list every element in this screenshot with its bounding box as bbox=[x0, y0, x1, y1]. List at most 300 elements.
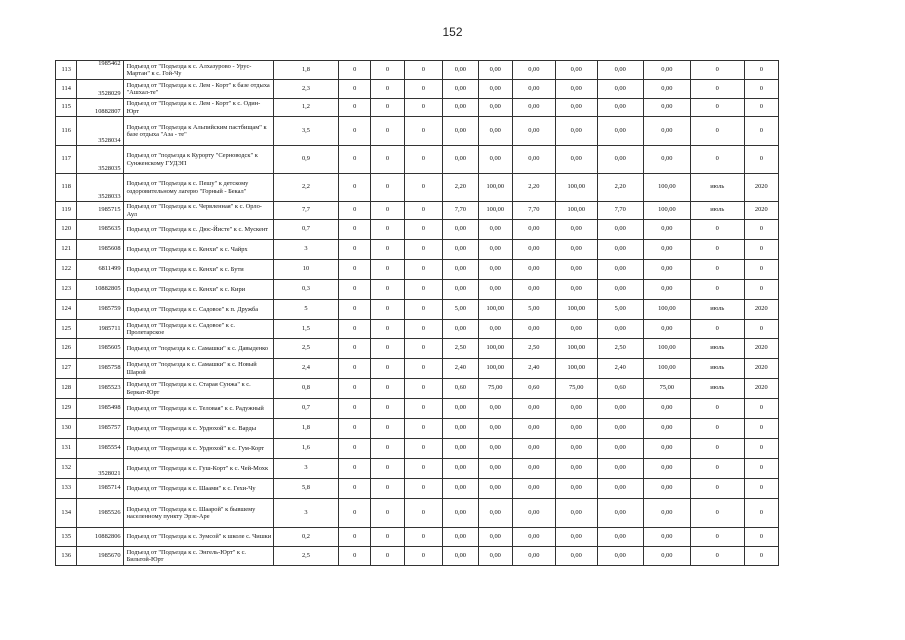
col-5: 0,00 bbox=[478, 240, 512, 260]
row-number: 113 bbox=[56, 61, 77, 80]
col-6: 0,00 bbox=[512, 146, 555, 174]
col-11: 0 bbox=[744, 459, 778, 479]
col-2: 0 bbox=[371, 80, 404, 99]
road-code: 3528035 bbox=[77, 146, 123, 174]
col-11: 0 bbox=[744, 399, 778, 419]
col-3: 0 bbox=[404, 459, 443, 479]
col-6: 0,00 bbox=[512, 240, 555, 260]
col-11: 0 bbox=[744, 320, 778, 339]
road-code: 1985526 bbox=[77, 499, 123, 528]
col-7: 0,00 bbox=[555, 61, 597, 80]
road-length: 3,5 bbox=[273, 117, 338, 146]
col-10: 0 bbox=[690, 240, 744, 260]
col-10: июль bbox=[690, 339, 744, 359]
col-2: 0 bbox=[371, 359, 404, 379]
table-row bbox=[56, 80, 779, 99]
col-3: 0 bbox=[404, 260, 443, 280]
col-3: 0 bbox=[404, 399, 443, 419]
col-11: 2020 bbox=[744, 202, 778, 220]
road-code: 1985715 bbox=[77, 202, 123, 220]
col-8: 0,00 bbox=[597, 459, 643, 479]
col-4: 0,00 bbox=[443, 280, 478, 300]
col-8: 2,40 bbox=[597, 359, 643, 379]
col-4: 0,00 bbox=[443, 80, 478, 99]
col-2: 0 bbox=[371, 399, 404, 419]
col-3: 0 bbox=[404, 300, 443, 320]
col-10: 0 bbox=[690, 399, 744, 419]
road-length: 2,4 bbox=[273, 359, 338, 379]
col-6: 0,00 bbox=[512, 280, 555, 300]
table-row bbox=[56, 528, 779, 547]
row-number: 129 bbox=[56, 399, 77, 419]
road-name: Подъезд от "Подъезда к с. Шаами" к с. Гехи-Чу bbox=[123, 479, 273, 499]
table-row bbox=[56, 439, 779, 459]
row-number: 128 bbox=[56, 379, 77, 399]
col-3: 0 bbox=[404, 320, 443, 339]
col-4: 0,60 bbox=[443, 379, 478, 399]
road-code: 3528021 bbox=[77, 459, 123, 479]
table-row bbox=[56, 479, 779, 499]
table-row bbox=[56, 320, 779, 339]
road-code: 1985605 bbox=[77, 339, 123, 359]
col-4: 0,00 bbox=[443, 439, 478, 459]
col-9: 100,00 bbox=[643, 202, 690, 220]
col-7: 0,00 bbox=[555, 80, 597, 99]
col-3: 0 bbox=[404, 61, 443, 80]
row-number: 121 bbox=[56, 240, 77, 260]
col-1: 0 bbox=[339, 220, 371, 240]
col-3: 0 bbox=[404, 339, 443, 359]
table-row bbox=[56, 339, 779, 359]
col-2: 0 bbox=[371, 280, 404, 300]
col-1: 0 bbox=[339, 146, 371, 174]
road-name: Подъезд от "Подъезда к с. Садовое" к п. Дружба bbox=[123, 300, 273, 320]
road-name: Подъезд от "Подъезда к с. Лем - Корт" к с. Один-Юрт bbox=[123, 99, 273, 117]
col-3: 0 bbox=[404, 379, 443, 399]
col-8: 0,00 bbox=[597, 399, 643, 419]
col-1: 0 bbox=[339, 320, 371, 339]
road-code: 1985523 bbox=[77, 379, 123, 399]
col-10: 0 bbox=[690, 320, 744, 339]
col-8: 0,00 bbox=[597, 117, 643, 146]
col-11: 0 bbox=[744, 61, 778, 80]
col-2: 0 bbox=[371, 260, 404, 280]
col-10: 0 bbox=[690, 61, 744, 80]
col-1: 0 bbox=[339, 99, 371, 117]
row-number: 123 bbox=[56, 280, 77, 300]
col-4: 0,00 bbox=[443, 320, 478, 339]
road-code: 10882806 bbox=[77, 528, 123, 547]
road-code: 1985757 bbox=[77, 419, 123, 439]
col-8: 0,00 bbox=[597, 528, 643, 547]
col-9: 0,00 bbox=[643, 499, 690, 528]
col-3: 0 bbox=[404, 419, 443, 439]
col-1: 0 bbox=[339, 174, 371, 202]
col-3: 0 bbox=[404, 99, 443, 117]
col-2: 0 bbox=[371, 146, 404, 174]
col-11: 0 bbox=[744, 117, 778, 146]
col-10: 0 bbox=[690, 439, 744, 459]
road-length: 2,5 bbox=[273, 547, 338, 566]
col-3: 0 bbox=[404, 439, 443, 459]
col-1: 0 bbox=[339, 459, 371, 479]
road-name: Подъезд от "Подъезда к с. Шаарой" к бывшему населенному пункту Эрзе-Аре bbox=[123, 499, 273, 528]
col-8: 0,00 bbox=[597, 80, 643, 99]
col-7: 0,00 bbox=[555, 547, 597, 566]
col-5: 0,00 bbox=[478, 479, 512, 499]
road-code: 3528029 bbox=[77, 80, 123, 99]
col-5: 100,00 bbox=[478, 202, 512, 220]
col-9: 0,00 bbox=[643, 399, 690, 419]
col-4: 0,00 bbox=[443, 99, 478, 117]
col-10: июль bbox=[690, 359, 744, 379]
col-3: 0 bbox=[404, 240, 443, 260]
col-11: 0 bbox=[744, 280, 778, 300]
col-7: 0,00 bbox=[555, 220, 597, 240]
col-7: 75,00 bbox=[555, 379, 597, 399]
col-9: 0,00 bbox=[643, 547, 690, 566]
road-length: 0,8 bbox=[273, 379, 338, 399]
col-9: 0,00 bbox=[643, 528, 690, 547]
col-2: 0 bbox=[371, 547, 404, 566]
col-9: 0,00 bbox=[643, 117, 690, 146]
road-length: 0,7 bbox=[273, 220, 338, 240]
road-name: Подъезд от "Подъезда к с. Пешу" к детскому оздоровительному лагерю "Горный - Бекал" bbox=[123, 174, 273, 202]
road-name: Подъезд от "Подъезда к с. Старая Сунжа" к с. Беркат-Юрт bbox=[123, 379, 273, 399]
col-5: 100,00 bbox=[478, 339, 512, 359]
road-name: Подъезд от "Подъезда к с. Теловая" к с. Радужный bbox=[123, 399, 273, 419]
col-4: 0,00 bbox=[443, 499, 478, 528]
road-length: 2,5 bbox=[273, 339, 338, 359]
col-10: 0 bbox=[690, 528, 744, 547]
row-number: 125 bbox=[56, 320, 77, 339]
row-number: 136 bbox=[56, 547, 77, 566]
table-row bbox=[56, 117, 779, 146]
col-6: 0,00 bbox=[512, 61, 555, 80]
col-7: 0,00 bbox=[555, 260, 597, 280]
road-length: 10 bbox=[273, 260, 338, 280]
row-number: 134 bbox=[56, 499, 77, 528]
road-length: 1,6 bbox=[273, 439, 338, 459]
col-10: 0 bbox=[690, 280, 744, 300]
col-11: 2020 bbox=[744, 174, 778, 202]
col-4: 0,00 bbox=[443, 419, 478, 439]
row-number: 117 bbox=[56, 146, 77, 174]
col-7: 100,00 bbox=[555, 300, 597, 320]
table-row bbox=[56, 99, 779, 117]
table-row bbox=[56, 146, 779, 174]
col-2: 0 bbox=[371, 174, 404, 202]
road-code: 1985711 bbox=[77, 320, 123, 339]
road-name: Подъезд от "Подъезда к с. Кенхи" к с. Чайрх bbox=[123, 240, 273, 260]
col-1: 0 bbox=[339, 300, 371, 320]
col-11: 0 bbox=[744, 146, 778, 174]
col-7: 0,00 bbox=[555, 459, 597, 479]
col-4: 0,00 bbox=[443, 479, 478, 499]
col-6: 2,50 bbox=[512, 339, 555, 359]
col-2: 0 bbox=[371, 300, 404, 320]
table-row bbox=[56, 300, 779, 320]
table-row bbox=[56, 61, 779, 80]
table-row bbox=[56, 459, 779, 479]
road-code: 1985635 bbox=[77, 220, 123, 240]
col-4: 2,40 bbox=[443, 359, 478, 379]
table-row bbox=[56, 174, 779, 202]
col-10: 0 bbox=[690, 260, 744, 280]
col-9: 0,00 bbox=[643, 280, 690, 300]
col-7: 0,00 bbox=[555, 240, 597, 260]
col-8: 0,00 bbox=[597, 146, 643, 174]
col-10: 0 bbox=[690, 117, 744, 146]
roads-table bbox=[55, 60, 779, 566]
road-code: 1985714 bbox=[77, 479, 123, 499]
col-7: 100,00 bbox=[555, 202, 597, 220]
col-9: 100,00 bbox=[643, 174, 690, 202]
col-8: 0,00 bbox=[597, 439, 643, 459]
col-1: 0 bbox=[339, 399, 371, 419]
table-row bbox=[56, 202, 779, 220]
col-11: 0 bbox=[744, 220, 778, 240]
table-row bbox=[56, 260, 779, 280]
col-8: 2,20 bbox=[597, 174, 643, 202]
col-11: 0 bbox=[744, 240, 778, 260]
col-3: 0 bbox=[404, 499, 443, 528]
col-1: 0 bbox=[339, 419, 371, 439]
col-9: 0,00 bbox=[643, 240, 690, 260]
col-6: 0,00 bbox=[512, 499, 555, 528]
col-10: 0 bbox=[690, 220, 744, 240]
col-7: 0,00 bbox=[555, 320, 597, 339]
col-1: 0 bbox=[339, 528, 371, 547]
col-4: 2,20 bbox=[443, 174, 478, 202]
col-10: 0 bbox=[690, 459, 744, 479]
col-7: 0,00 bbox=[555, 419, 597, 439]
col-11: 0 bbox=[744, 99, 778, 117]
col-9: 0,00 bbox=[643, 459, 690, 479]
col-9: 0,00 bbox=[643, 320, 690, 339]
col-1: 0 bbox=[339, 240, 371, 260]
col-7: 0,00 bbox=[555, 399, 597, 419]
col-8: 0,00 bbox=[597, 99, 643, 117]
row-number: 119 bbox=[56, 202, 77, 220]
col-6: 0,00 bbox=[512, 419, 555, 439]
col-7: 0,00 bbox=[555, 99, 597, 117]
col-2: 0 bbox=[371, 99, 404, 117]
road-name: Подъезд от "Подъезда к с. Энгель-Юрт" к с. Бильтой-Юрт bbox=[123, 547, 273, 566]
col-6: 2,40 bbox=[512, 359, 555, 379]
col-2: 0 bbox=[371, 499, 404, 528]
road-name: Подъезд от "Подъезда к с. Гуш-Корт" к с. Чей-Мохк bbox=[123, 459, 273, 479]
road-length: 1,8 bbox=[273, 419, 338, 439]
col-7: 0,00 bbox=[555, 439, 597, 459]
col-6: 0,00 bbox=[512, 99, 555, 117]
col-4: 0,00 bbox=[443, 459, 478, 479]
col-5: 0,00 bbox=[478, 459, 512, 479]
col-7: 100,00 bbox=[555, 359, 597, 379]
row-number: 114 bbox=[56, 80, 77, 99]
col-7: 100,00 bbox=[555, 339, 597, 359]
col-8: 0,00 bbox=[597, 280, 643, 300]
col-5: 0,00 bbox=[478, 439, 512, 459]
col-7: 0,00 bbox=[555, 479, 597, 499]
col-2: 0 bbox=[371, 528, 404, 547]
col-8: 0,60 bbox=[597, 379, 643, 399]
col-5: 0,00 bbox=[478, 99, 512, 117]
col-7: 0,00 bbox=[555, 499, 597, 528]
col-6: 0,00 bbox=[512, 80, 555, 99]
col-8: 0,00 bbox=[597, 499, 643, 528]
road-code: 3528033 bbox=[77, 174, 123, 202]
col-1: 0 bbox=[339, 202, 371, 220]
col-6: 0,00 bbox=[512, 459, 555, 479]
col-3: 0 bbox=[404, 359, 443, 379]
col-11: 2020 bbox=[744, 379, 778, 399]
table-row bbox=[56, 379, 779, 399]
row-number: 131 bbox=[56, 439, 77, 459]
road-code: 10882807 bbox=[77, 99, 123, 117]
col-4: 0,00 bbox=[443, 240, 478, 260]
col-6: 5,00 bbox=[512, 300, 555, 320]
road-length: 0,9 bbox=[273, 146, 338, 174]
col-1: 0 bbox=[339, 61, 371, 80]
col-4: 0,00 bbox=[443, 146, 478, 174]
table-row bbox=[56, 547, 779, 566]
row-number: 126 bbox=[56, 339, 77, 359]
col-10: июль bbox=[690, 300, 744, 320]
road-name: Подъезд от "Подъезда к с. Кенхи" к с. Бути bbox=[123, 260, 273, 280]
road-name: Подъезд от "Подъезда к с. Червленная" к с. Орло-Аул bbox=[123, 202, 273, 220]
col-5: 0,00 bbox=[478, 61, 512, 80]
col-2: 0 bbox=[371, 320, 404, 339]
col-9: 100,00 bbox=[643, 300, 690, 320]
table-row bbox=[56, 280, 779, 300]
road-code: 1985608 bbox=[77, 240, 123, 260]
col-6: 0,00 bbox=[512, 479, 555, 499]
table-row bbox=[56, 220, 779, 240]
road-length: 1,5 bbox=[273, 320, 338, 339]
col-6: 0,00 bbox=[512, 117, 555, 146]
col-4: 0,00 bbox=[443, 61, 478, 80]
road-length: 0,7 bbox=[273, 399, 338, 419]
col-9: 0,00 bbox=[643, 419, 690, 439]
col-6: 0,00 bbox=[512, 439, 555, 459]
road-name: Подъезд от "Подъезда к с. Зумсой" к школе с. Чишки bbox=[123, 528, 273, 547]
road-code: 1985554 bbox=[77, 439, 123, 459]
col-11: 2020 bbox=[744, 359, 778, 379]
col-11: 0 bbox=[744, 528, 778, 547]
col-3: 0 bbox=[404, 146, 443, 174]
col-10: 0 bbox=[690, 499, 744, 528]
col-6: 2,20 bbox=[512, 174, 555, 202]
col-11: 2020 bbox=[744, 339, 778, 359]
col-11: 0 bbox=[744, 439, 778, 459]
col-2: 0 bbox=[371, 419, 404, 439]
row-number: 115 bbox=[56, 99, 77, 117]
col-3: 0 bbox=[404, 80, 443, 99]
col-7: 0,00 bbox=[555, 280, 597, 300]
col-1: 0 bbox=[339, 260, 371, 280]
road-length: 1,8 bbox=[273, 61, 338, 80]
col-2: 0 bbox=[371, 117, 404, 146]
col-6: 0,60 bbox=[512, 379, 555, 399]
road-length: 2,2 bbox=[273, 174, 338, 202]
col-10: 0 bbox=[690, 80, 744, 99]
col-9: 0,00 bbox=[643, 146, 690, 174]
row-number: 120 bbox=[56, 220, 77, 240]
col-3: 0 bbox=[404, 117, 443, 146]
row-number: 133 bbox=[56, 479, 77, 499]
road-code: 1985462 bbox=[77, 61, 123, 80]
col-10: июль bbox=[690, 379, 744, 399]
road-length: 5,8 bbox=[273, 479, 338, 499]
col-10: июль bbox=[690, 202, 744, 220]
col-6: 0,00 bbox=[512, 399, 555, 419]
row-number: 118 bbox=[56, 174, 77, 202]
road-name: Подъезд от "Подъезда к с. Урдюхой" к с. Варды bbox=[123, 419, 273, 439]
col-9: 0,00 bbox=[643, 220, 690, 240]
col-2: 0 bbox=[371, 339, 404, 359]
col-9: 100,00 bbox=[643, 339, 690, 359]
col-1: 0 bbox=[339, 439, 371, 459]
col-5: 0,00 bbox=[478, 146, 512, 174]
road-code: 1985670 bbox=[77, 547, 123, 566]
col-5: 0,00 bbox=[478, 260, 512, 280]
col-8: 5,00 bbox=[597, 300, 643, 320]
col-2: 0 bbox=[371, 220, 404, 240]
road-length: 7,7 bbox=[273, 202, 338, 220]
col-6: 0,00 bbox=[512, 260, 555, 280]
row-number: 116 bbox=[56, 117, 77, 146]
col-4: 7,70 bbox=[443, 202, 478, 220]
col-7: 0,00 bbox=[555, 146, 597, 174]
col-5: 0,00 bbox=[478, 280, 512, 300]
col-2: 0 bbox=[371, 202, 404, 220]
road-code: 1985759 bbox=[77, 300, 123, 320]
col-6: 0,00 bbox=[512, 528, 555, 547]
col-2: 0 bbox=[371, 479, 404, 499]
col-8: 2,50 bbox=[597, 339, 643, 359]
col-4: 5,00 bbox=[443, 300, 478, 320]
col-9: 0,00 bbox=[643, 260, 690, 280]
col-5: 100,00 bbox=[478, 300, 512, 320]
table-row bbox=[56, 499, 779, 528]
road-code: 3528034 bbox=[77, 117, 123, 146]
road-name: Подъезд от "Подъезда к с. Урдюхой" к с. Гум-Корт bbox=[123, 439, 273, 459]
col-3: 0 bbox=[404, 528, 443, 547]
col-8: 0,00 bbox=[597, 419, 643, 439]
col-1: 0 bbox=[339, 339, 371, 359]
road-code: 1985758 bbox=[77, 359, 123, 379]
col-4: 0,00 bbox=[443, 117, 478, 146]
col-5: 0,00 bbox=[478, 117, 512, 146]
col-3: 0 bbox=[404, 202, 443, 220]
col-6: 0,00 bbox=[512, 220, 555, 240]
row-number: 122 bbox=[56, 260, 77, 280]
col-1: 0 bbox=[339, 280, 371, 300]
col-1: 0 bbox=[339, 359, 371, 379]
road-length: 3 bbox=[273, 459, 338, 479]
col-5: 100,00 bbox=[478, 174, 512, 202]
col-7: 0,00 bbox=[555, 117, 597, 146]
col-5: 100,00 bbox=[478, 359, 512, 379]
col-5: 0,00 bbox=[478, 220, 512, 240]
col-9: 0,00 bbox=[643, 439, 690, 459]
col-9: 100,00 bbox=[643, 359, 690, 379]
table-row bbox=[56, 240, 779, 260]
col-5: 0,00 bbox=[478, 528, 512, 547]
col-8: 0,00 bbox=[597, 240, 643, 260]
col-5: 0,00 bbox=[478, 419, 512, 439]
